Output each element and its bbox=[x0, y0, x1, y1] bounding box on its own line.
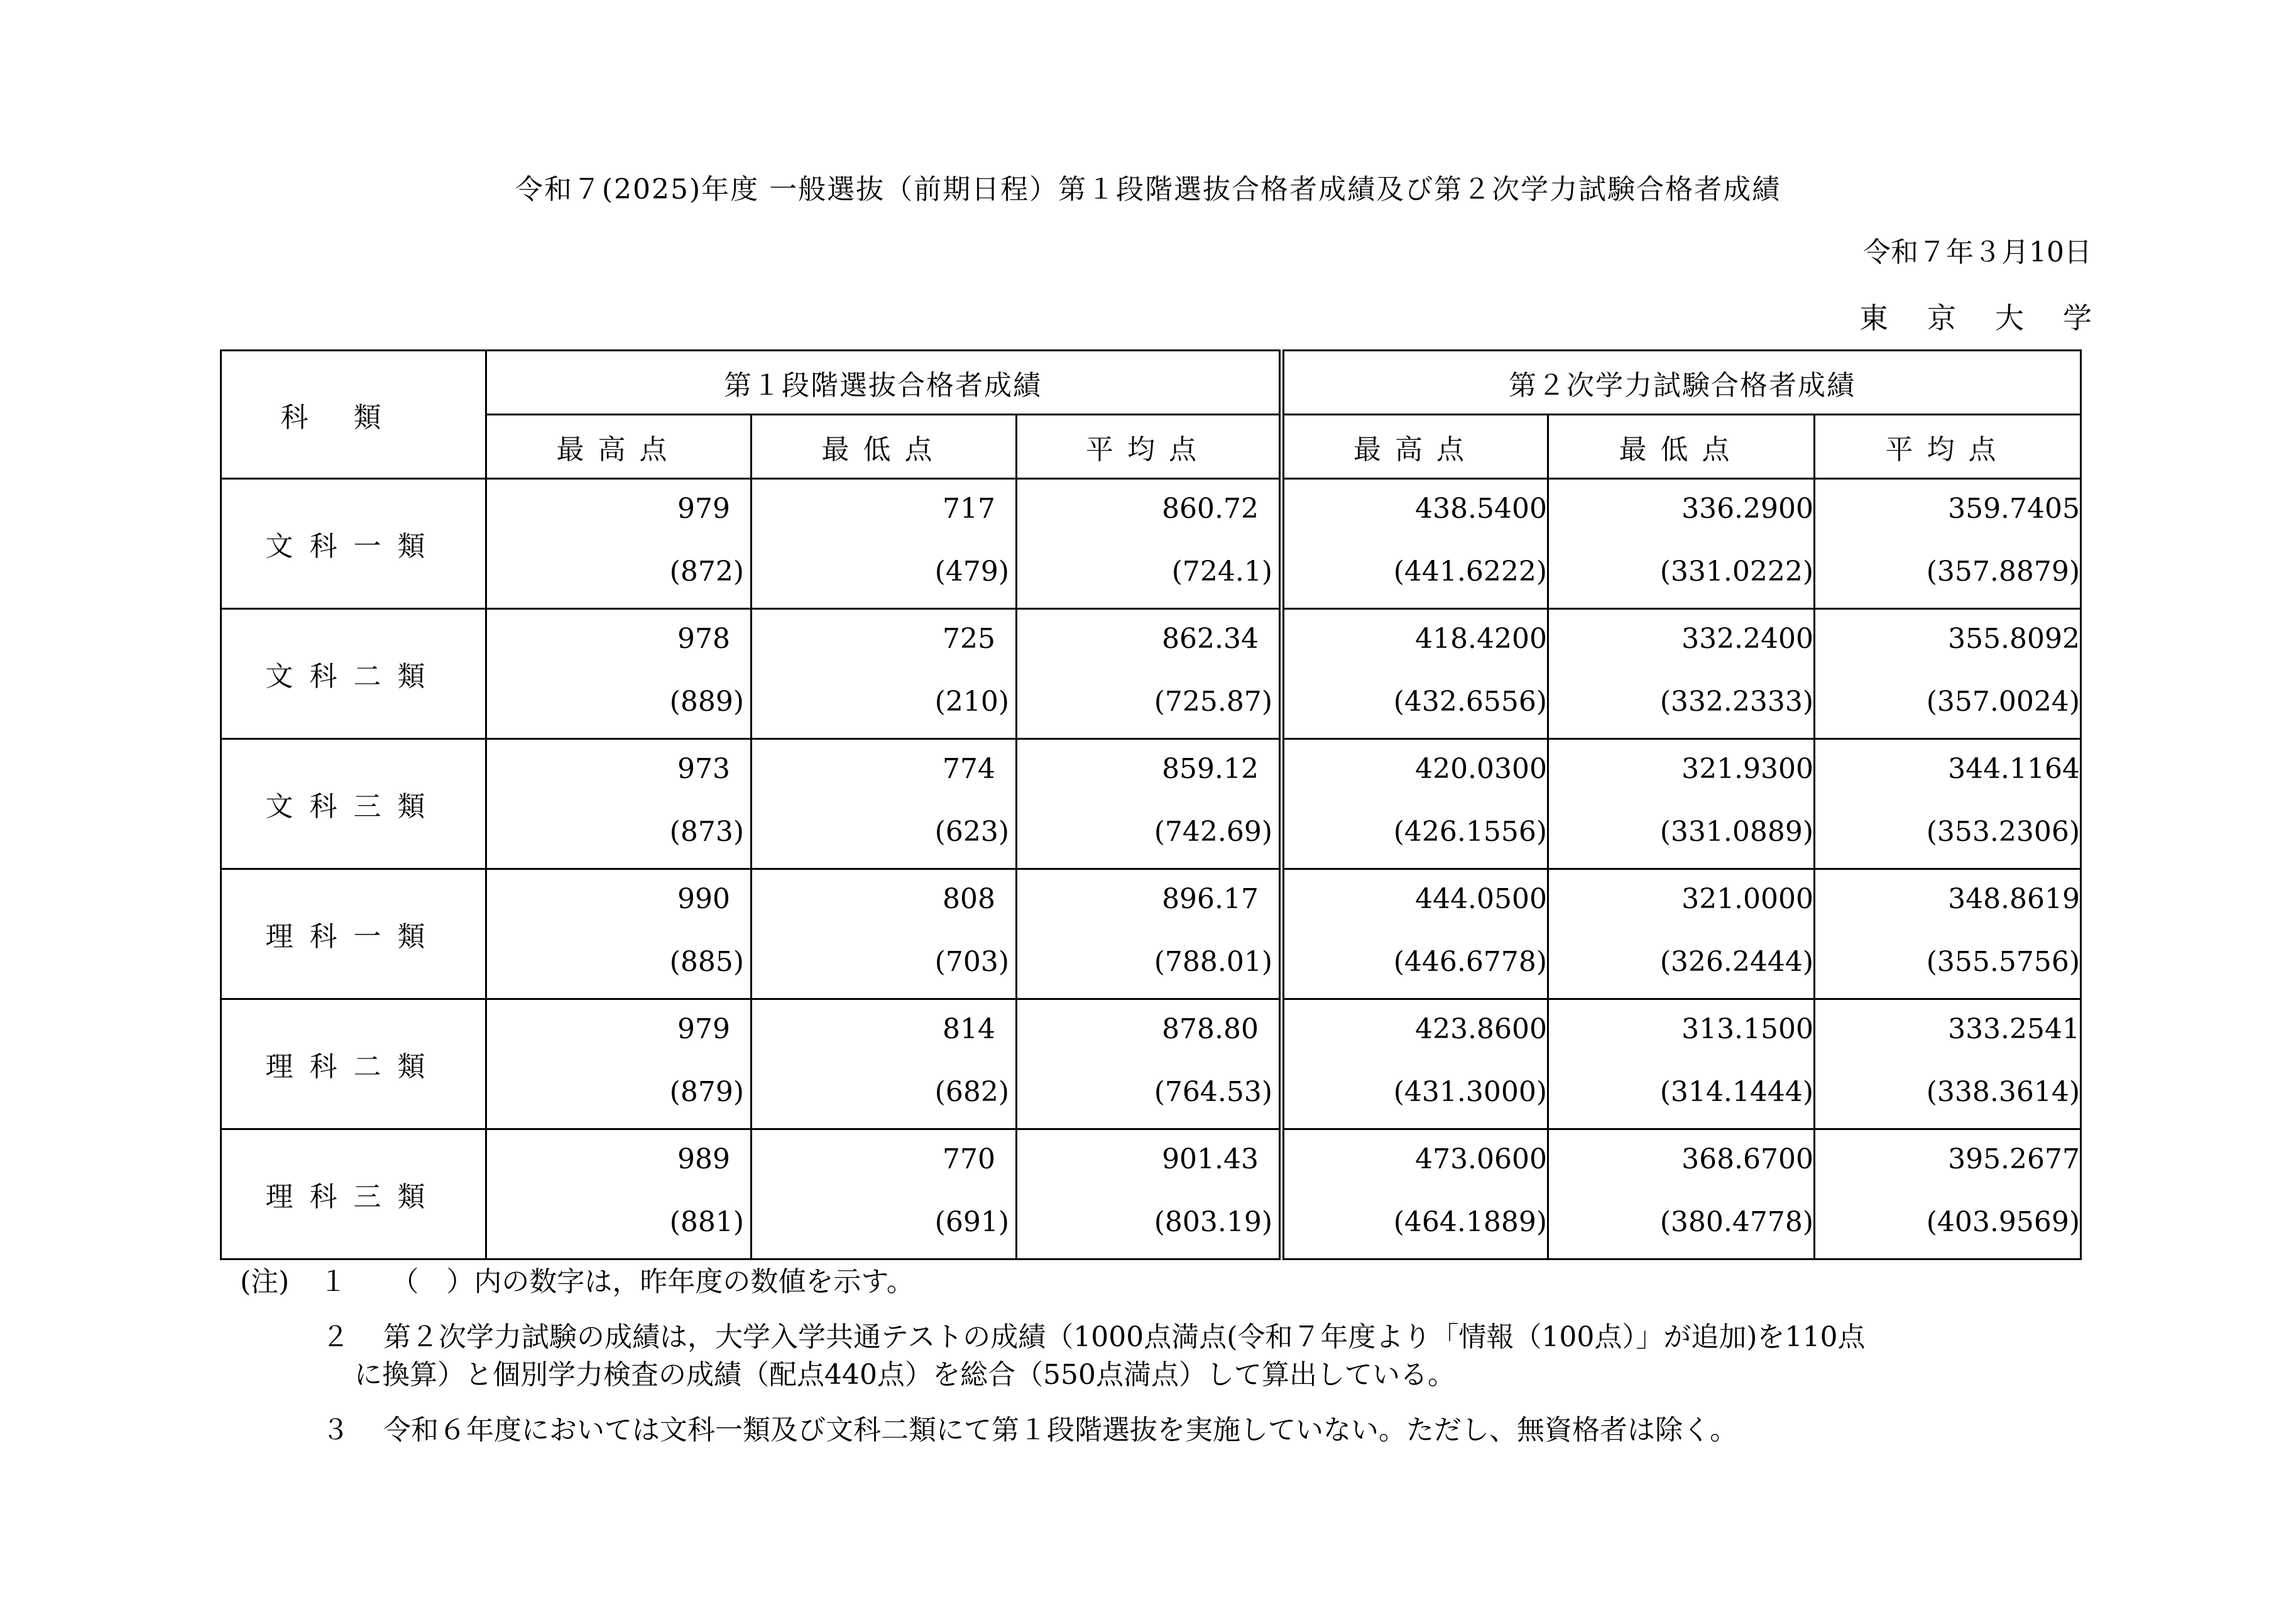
current-score: 420.0300 bbox=[1415, 753, 1548, 785]
current-score: 990 bbox=[677, 883, 730, 915]
score-cell bbox=[1282, 609, 1548, 739]
current-score: 859.12 bbox=[1162, 753, 1259, 785]
score-cell bbox=[752, 479, 1017, 609]
table-row bbox=[221, 609, 2081, 739]
current-score: 348.8619 bbox=[1948, 883, 2080, 915]
previous-year-score: (432.6556) bbox=[1393, 686, 1548, 718]
score-cell bbox=[1017, 479, 1282, 609]
note-number: ３ bbox=[322, 1414, 349, 1446]
previous-year-score: (764.53) bbox=[1154, 1076, 1273, 1108]
table-row bbox=[221, 479, 2081, 609]
previous-year-score: (331.0889) bbox=[1659, 816, 1814, 848]
note-text: 令和６年度においては文科一類及び文科二類にて第１段階選抜を実施していない。ただし、無資格者は除く。 bbox=[383, 1414, 1738, 1446]
current-score: 321.9300 bbox=[1681, 753, 1814, 785]
subject-cell: 文科二類 bbox=[221, 609, 486, 739]
column-header: 最高点 bbox=[1282, 415, 1548, 479]
previous-year-score: (426.1556) bbox=[1393, 816, 1548, 848]
current-score: 359.7405 bbox=[1948, 493, 2080, 525]
subject-cell: 理科二類 bbox=[221, 999, 486, 1129]
current-score: 313.1500 bbox=[1681, 1013, 1814, 1045]
previous-year-score: (331.0222) bbox=[1659, 556, 1814, 588]
note-number: １ bbox=[319, 1266, 347, 1298]
note-number: ２ bbox=[322, 1321, 349, 1353]
current-score: 418.4200 bbox=[1415, 623, 1548, 655]
current-score: 774 bbox=[943, 753, 995, 785]
current-score: 717 bbox=[943, 493, 995, 525]
current-score: 978 bbox=[677, 623, 730, 655]
subject-cell: 理科一類 bbox=[221, 869, 486, 999]
stage2-header: 第２次学力試験合格者成績 bbox=[1282, 351, 2081, 415]
score-cell bbox=[1282, 999, 1548, 1129]
score-cell bbox=[1548, 999, 1815, 1129]
organization-name: 東京大学 bbox=[1859, 301, 2131, 335]
score-cell bbox=[1017, 869, 1282, 999]
previous-year-score: (355.5756) bbox=[1926, 946, 2080, 978]
previous-year-score: (210) bbox=[934, 686, 1009, 718]
previous-year-score: (872) bbox=[669, 556, 744, 588]
score-cell bbox=[752, 739, 1017, 869]
previous-year-score: (380.4778) bbox=[1659, 1206, 1814, 1238]
table-row bbox=[221, 999, 2081, 1129]
score-cell bbox=[1815, 479, 2081, 609]
column-header: 平均点 bbox=[1815, 415, 2081, 479]
score-cell bbox=[1548, 869, 1815, 999]
current-score: 332.2400 bbox=[1681, 623, 1814, 655]
current-score: 321.0000 bbox=[1681, 883, 1814, 915]
previous-year-score: (357.0024) bbox=[1926, 686, 2080, 718]
score-cell bbox=[1282, 739, 1548, 869]
score-cell bbox=[1017, 609, 1282, 739]
score-cell bbox=[1017, 739, 1282, 869]
score-cell bbox=[1815, 869, 2081, 999]
previous-year-score: (332.2333) bbox=[1659, 686, 1814, 718]
notes-prefix: (注) bbox=[240, 1266, 290, 1298]
previous-year-score: (338.3614) bbox=[1926, 1076, 2080, 1108]
score-cell bbox=[1017, 999, 1282, 1129]
previous-year-score: (881) bbox=[669, 1206, 744, 1238]
current-score: 989 bbox=[677, 1143, 730, 1175]
score-cell bbox=[752, 609, 1017, 739]
current-score: 444.0500 bbox=[1415, 883, 1548, 915]
score-cell bbox=[1017, 1129, 1282, 1259]
column-header: 最低点 bbox=[1548, 415, 1815, 479]
score-cell bbox=[752, 1129, 1017, 1259]
current-score: 878.80 bbox=[1162, 1013, 1259, 1045]
previous-year-score: (623) bbox=[934, 816, 1009, 848]
table-row bbox=[221, 869, 2081, 999]
current-score: 808 bbox=[943, 883, 995, 915]
table-row bbox=[221, 739, 2081, 869]
score-cell bbox=[486, 609, 752, 739]
previous-year-score: (326.2444) bbox=[1659, 946, 1814, 978]
subject-cell: 文科一類 bbox=[221, 479, 486, 609]
current-score: 395.2677 bbox=[1948, 1143, 2080, 1175]
score-cell bbox=[1815, 739, 2081, 869]
previous-year-score: (446.6778) bbox=[1393, 946, 1548, 978]
previous-year-score: (479) bbox=[934, 556, 1009, 588]
column-header: 最高点 bbox=[486, 415, 752, 479]
previous-year-score: (725.87) bbox=[1154, 686, 1273, 718]
current-score: 355.8092 bbox=[1948, 623, 2080, 655]
previous-year-score: (357.8879) bbox=[1926, 556, 2080, 588]
score-cell bbox=[1548, 739, 1815, 869]
current-score: 814 bbox=[943, 1013, 995, 1045]
subject-header: 科類 bbox=[221, 351, 486, 479]
score-cell bbox=[1282, 1129, 1548, 1259]
current-score: 368.6700 bbox=[1681, 1143, 1814, 1175]
score-cell bbox=[1548, 1129, 1815, 1259]
current-score: 438.5400 bbox=[1415, 493, 1548, 525]
previous-year-score: (803.19) bbox=[1154, 1206, 1273, 1238]
previous-year-score: (682) bbox=[934, 1076, 1009, 1108]
current-score: 770 bbox=[943, 1143, 995, 1175]
subject-cell: 理科三類 bbox=[221, 1129, 486, 1259]
stage1-header: 第１段階選抜合格者成績 bbox=[486, 351, 1282, 415]
table-row bbox=[221, 1129, 2081, 1259]
current-score: 979 bbox=[677, 1013, 730, 1045]
score-cell bbox=[486, 999, 752, 1129]
document-date: 令和７年３月10日 bbox=[1863, 236, 2092, 268]
score-cell bbox=[752, 999, 1017, 1129]
previous-year-score: (879) bbox=[669, 1076, 744, 1108]
previous-year-score: (464.1889) bbox=[1393, 1206, 1548, 1238]
current-score: 336.2900 bbox=[1681, 493, 1814, 525]
score-cell bbox=[486, 869, 752, 999]
current-score: 901.43 bbox=[1162, 1143, 1259, 1175]
current-score: 423.8600 bbox=[1415, 1013, 1548, 1045]
score-cell bbox=[1548, 609, 1815, 739]
previous-year-score: (889) bbox=[669, 686, 744, 718]
previous-year-score: (441.6222) bbox=[1393, 556, 1548, 588]
subject-cell: 文科三類 bbox=[221, 739, 486, 869]
current-score: 860.72 bbox=[1162, 493, 1259, 525]
score-cell bbox=[1548, 479, 1815, 609]
score-cell bbox=[1815, 1129, 2081, 1259]
previous-year-score: (742.69) bbox=[1154, 816, 1273, 848]
previous-year-score: (724.1) bbox=[1171, 556, 1273, 588]
scores-table bbox=[220, 349, 2082, 1260]
column-header: 平均点 bbox=[1017, 415, 1282, 479]
score-cell bbox=[486, 479, 752, 609]
page-title: 令和７(2025)年度 一般選抜（前期日程）第１段階選抜合格者成績及び第２次学力試験合格者成績 bbox=[515, 173, 1781, 206]
score-cell bbox=[1282, 479, 1548, 609]
score-cell bbox=[486, 1129, 752, 1259]
previous-year-score: (873) bbox=[669, 816, 744, 848]
score-cell bbox=[1282, 869, 1548, 999]
score-cell bbox=[752, 869, 1017, 999]
note-text: 第２次学力試験の成績は，大学入学共通テストの成績（1000点満点(令和７年度より「情報（100点）」が追加)を110点 bbox=[383, 1321, 1866, 1353]
previous-year-score: (431.3000) bbox=[1393, 1076, 1548, 1108]
note-text: に換算）と個別学力検査の成績（配点440点）を総合（550点満点）して算出している。 bbox=[354, 1359, 1455, 1391]
previous-year-score: (353.2306) bbox=[1926, 816, 2080, 848]
current-score: 725 bbox=[943, 623, 995, 655]
current-score: 333.2541 bbox=[1948, 1013, 2080, 1045]
previous-year-score: (885) bbox=[669, 946, 744, 978]
previous-year-score: (403.9569) bbox=[1926, 1206, 2080, 1238]
current-score: 862.34 bbox=[1162, 623, 1259, 655]
current-score: 973 bbox=[677, 753, 730, 785]
score-cell bbox=[1815, 609, 2081, 739]
previous-year-score: (314.1444) bbox=[1659, 1076, 1814, 1108]
previous-year-score: (703) bbox=[934, 946, 1009, 978]
current-score: 979 bbox=[677, 493, 730, 525]
score-cell bbox=[486, 739, 752, 869]
column-header: 最低点 bbox=[752, 415, 1017, 479]
previous-year-score: (788.01) bbox=[1154, 946, 1273, 978]
current-score: 896.17 bbox=[1162, 883, 1259, 915]
current-score: 473.0600 bbox=[1415, 1143, 1548, 1175]
note-text: （ ）内の数字は，昨年度の数値を示す。 bbox=[391, 1266, 914, 1298]
current-score: 344.1164 bbox=[1948, 753, 2080, 785]
score-cell bbox=[1815, 999, 2081, 1129]
previous-year-score: (691) bbox=[934, 1206, 1009, 1238]
